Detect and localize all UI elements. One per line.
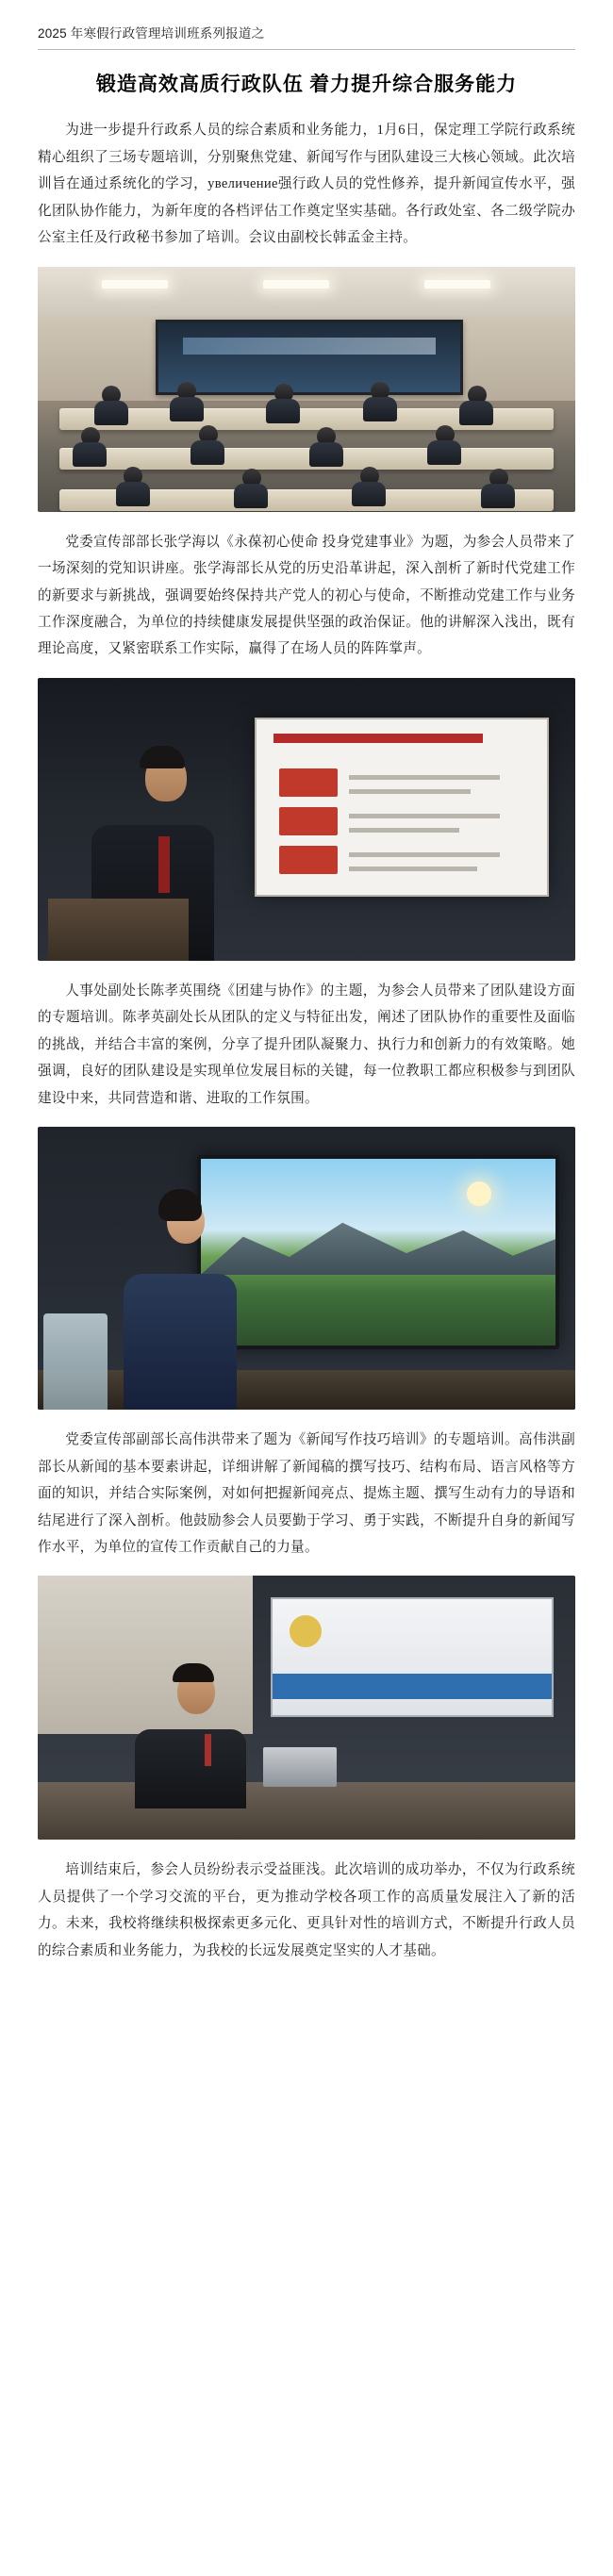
paragraph-3: 人事处副处长陈孝英围绕《团建与协作》的主题，为参会人员带来了团队建设方面的专题培训。陈孝英副处长从团队的定义与特征出发，阐述了团队协作的重要性及面临的挑战，并结合丰富的案例，分享了提升团队凝聚力、执行力和创新力的有效策略。她强调，良好的团队建设是实现单位发展目标的关键，每一位教职工都应积极参与到团队建设中来，共同营造和谐、进取的工作氛围。 [38,983,575,1106]
attendee [266,399,300,423]
photo-alt-text [38,1127,39,1128]
presentation-slide [255,718,549,897]
attendee [234,484,268,508]
team-building-lecture-photo [38,1127,575,1410]
party-building-lecture-photo [38,678,575,961]
attendee [191,440,224,465]
paragraph-4: 党委宣传部副部长高伟洪带来了题为《新闻写作技巧培训》的专题培训。高伟洪副部长从新闻的基本要素讲起，详细讲解了新闻稿的撰写技巧、结构布局、语言风格等方面的知识，并结合实际案例，对如何把握新闻亮点、提炼主题、撰写生动有力的导语和结尾进行了深入剖析。他鼓励参会人员要勤于学习、勇于实践，不断提升自身的新闻写作水平，为单位的宣传工作贡献自己的力量。 [38,1432,575,1555]
figure-4 [38,1576,575,1840]
slide-block [279,807,338,835]
attendee [94,401,128,425]
speaker-hair [140,746,185,768]
attendee [170,397,204,421]
attendee [363,397,397,421]
slide-text-line [349,852,500,857]
training-classroom-photo [38,267,575,512]
speaker-tie [158,836,170,893]
figure-3 [38,1127,575,1410]
sun-graphic [467,1181,491,1206]
mountain-graphic [201,1212,555,1275]
attendee [481,484,515,508]
page-title: 锻造高效高质行政队伍 着力提升综合服务能力 [95,73,518,95]
desk [38,1782,575,1841]
attendee [427,440,461,465]
speaker-body [135,1729,246,1808]
slide-block [279,846,338,874]
presentation-board [271,1597,554,1717]
paragraph-2: 党委宣传部部长张学海以《永葆初心使命 投身党建事业》为题，为参会人员带来了一场深刻的党知识讲座。张学海部长从党的历史沿革讲起，深入剖析了新时代党建工作的新要求与新挑战，强调要始终保持共产党人的初心与使命，不断推动党建工作与业务工作深度融合，为单位的持续健康发展提供坚强的政治保证。他的讲解深入浅出，既有理论高度，又紧密联系工作实际，赢得了在场人员的阵阵掌声。 [38,534,575,657]
laptop [263,1747,337,1787]
ceiling-light [424,280,490,289]
figure-1 [38,267,575,512]
speaker-hair [173,1663,214,1682]
slide-text-line [349,775,500,780]
paragraph-1: 为进一步提升行政系人员的综合素质和业务能力，1月6日，保定理工学院行政系统精心组织了三场专题培训，分别聚焦党建、新闻写作与团队建设三大核心领域。此次培训旨在通过系统化的学习，увеличение强行政人员的党性修养，提升新闻宣传水平，强化团队协作能力，为新年度的各档评估工作奠定坚实基础。各行政处室、各二级学院办公室主任及行政秘书参加了培训。会议由副校长韩孟金主持。 [38,123,575,246]
podium [48,899,188,961]
attendee [116,482,150,506]
display-screen [197,1155,559,1349]
slide-text-line [349,828,459,833]
figure-2 [38,678,575,961]
ceiling-light [263,280,329,289]
lanyard [205,1734,211,1766]
slide-text-line [349,867,476,871]
speaker-hair [158,1189,202,1221]
slide-text-line [349,789,471,794]
front-table [38,1370,575,1410]
article-kicker: 2025 年寒假行政管理培训班系列报道之 [38,23,575,50]
ceiling-light [102,280,168,289]
projection-screen [156,320,462,395]
banner-title-bar [273,1674,552,1699]
slide-title-bar [273,734,483,743]
speaker-body [124,1274,237,1410]
attendee [352,482,386,506]
attendee [73,442,107,467]
side-wall [38,1576,253,1734]
slide-block [279,768,338,797]
news-writing-lecture-photo [38,1576,575,1840]
paragraph-5: 培训结束后，参会人员纷纷表示受益匪浅。此次培训的成功举办，不仅为行政系统人员提供了一个学习交流的平台，更为推动学校各项工作的高质量发展注入了新的活力。未来，我校将继续积极探索更多元化、更具针对性的培训方式，不断提升行政人员的综合素质和业务能力，为我校的长远发展奠定坚实的人才基础。 [38,1862,575,1958]
slide-text-line [349,814,500,818]
water-bottles [43,1313,108,1410]
attendee [309,442,343,467]
logo-graphic [290,1615,322,1647]
attendee [459,401,493,425]
ceiling [38,267,575,317]
photo-alt-text [38,678,39,679]
